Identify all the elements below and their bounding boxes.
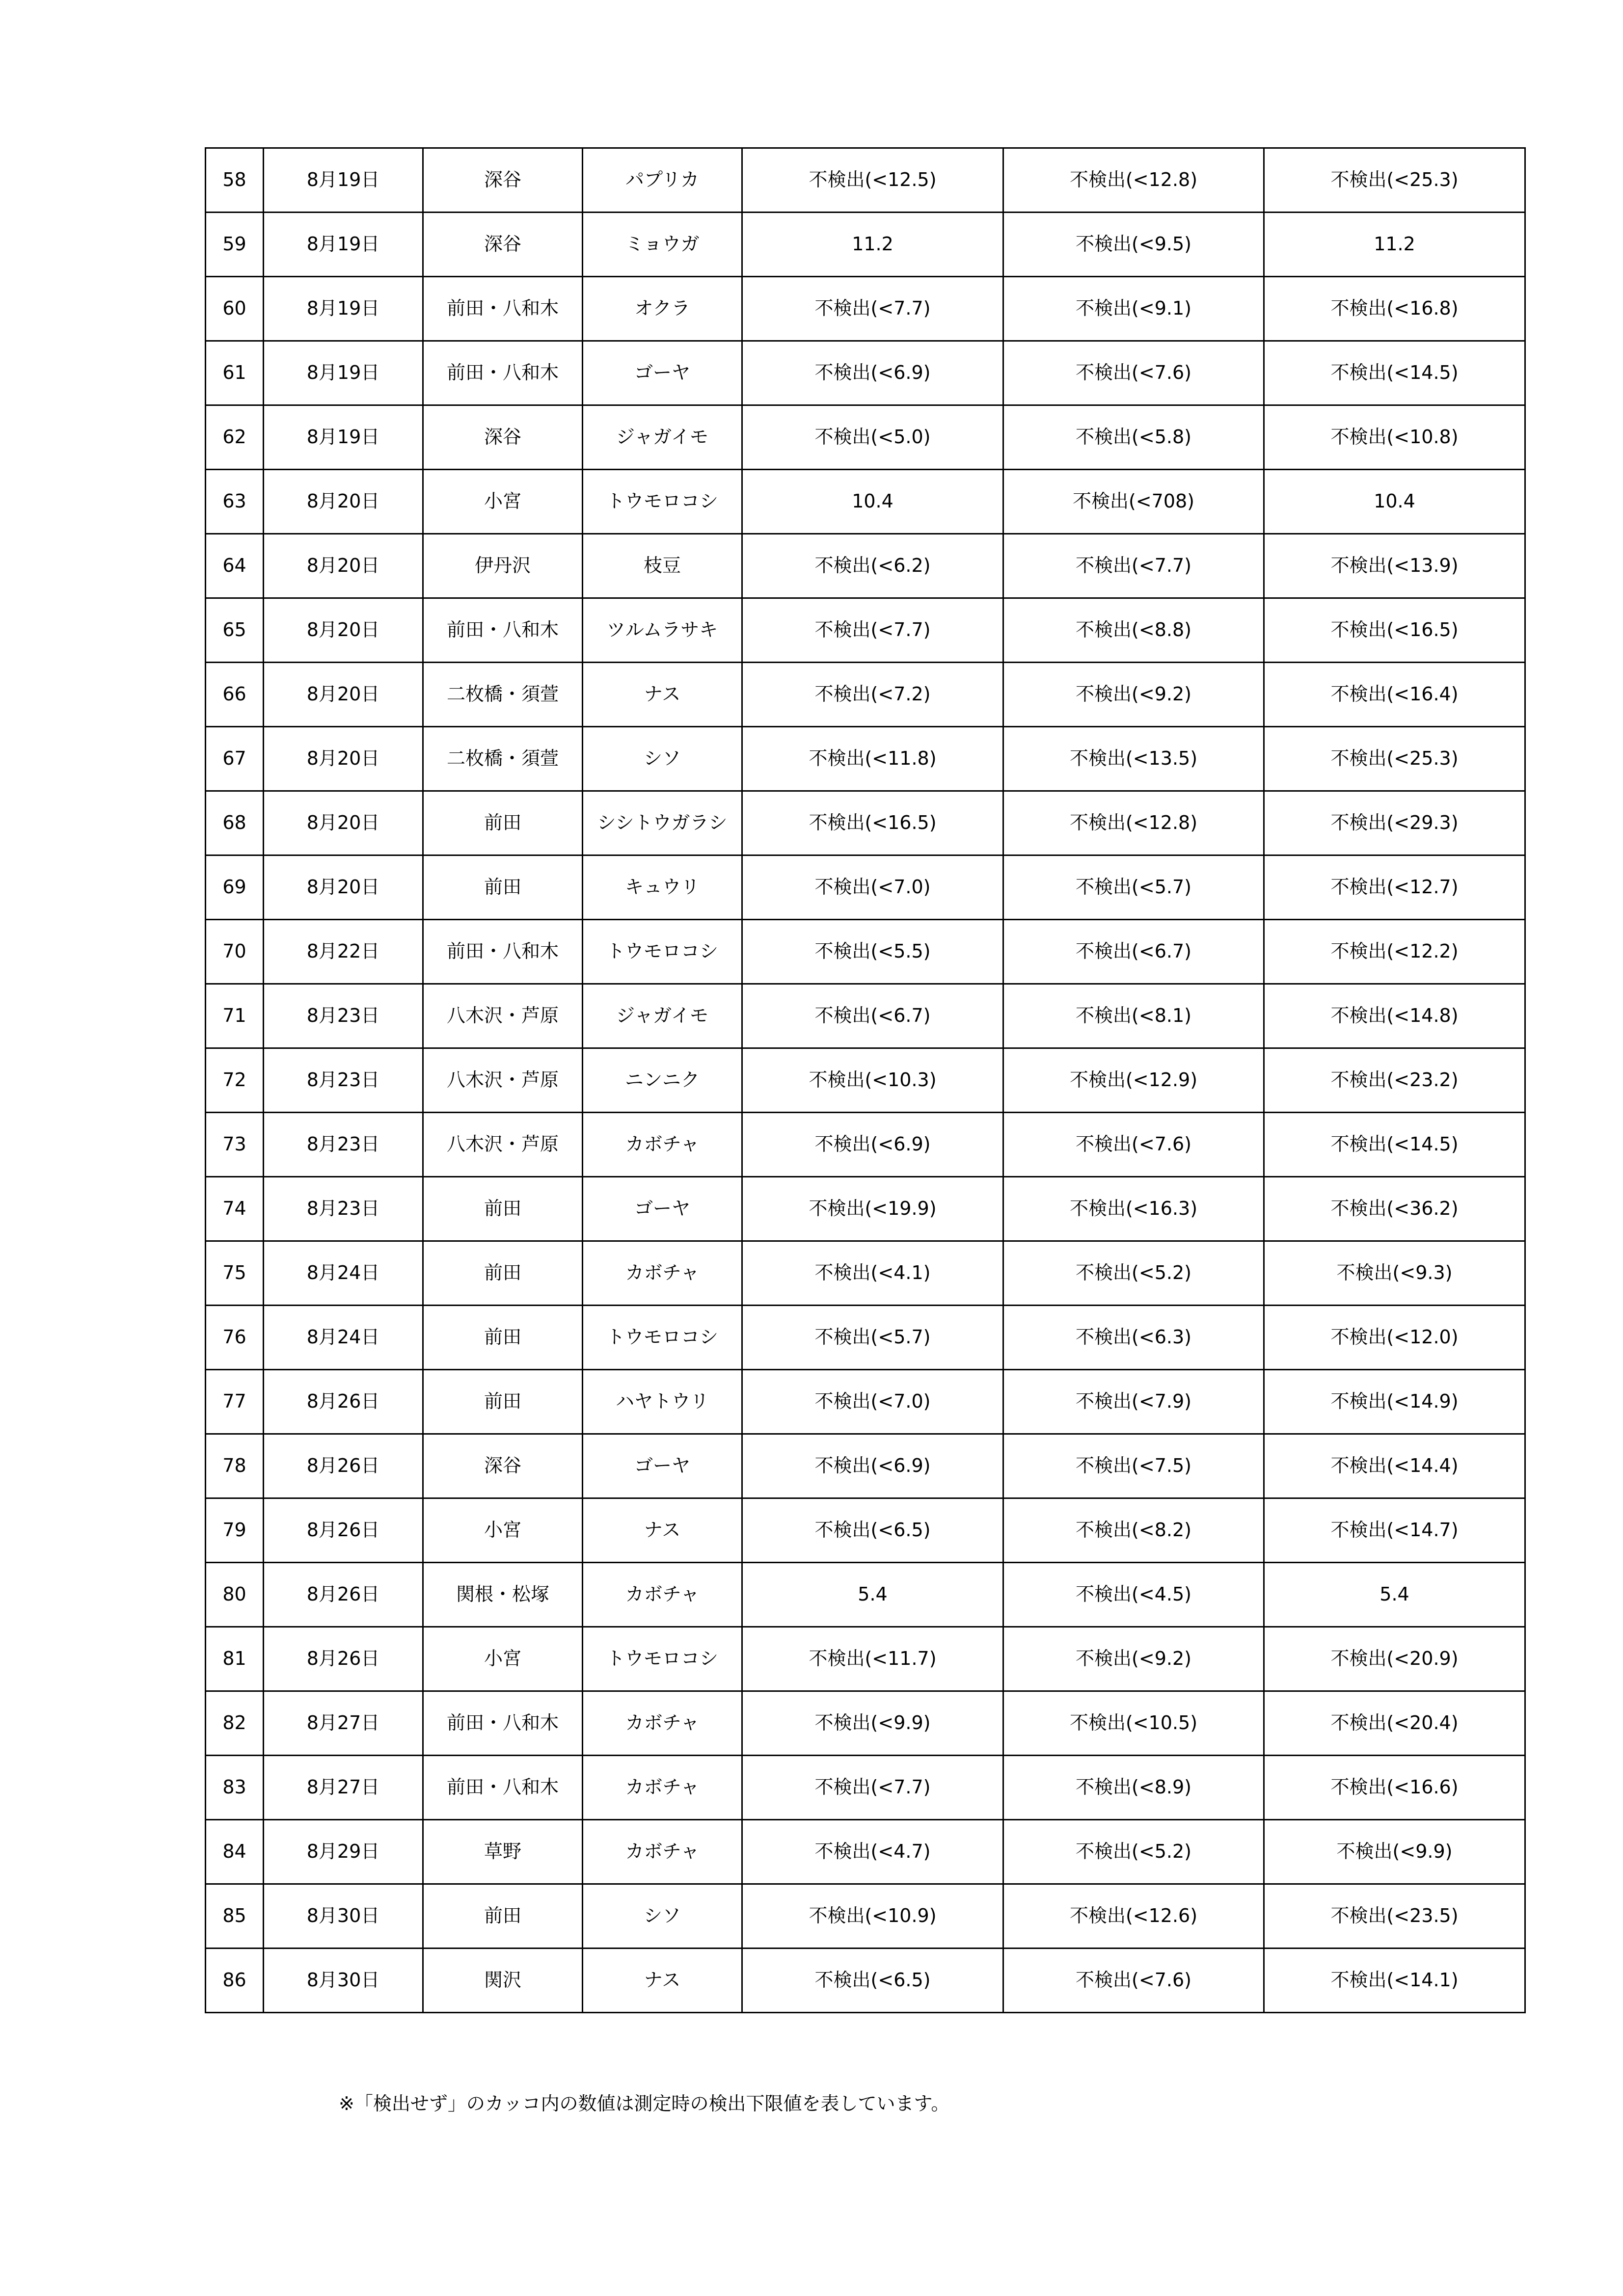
cell-date: 8月23日 [264, 1177, 423, 1241]
cell-number: 75 [206, 1241, 264, 1306]
cell-value-2: 不検出(<12.9) [1003, 1048, 1264, 1113]
cell-number: 78 [206, 1434, 264, 1498]
cell-value-3: 不検出(<12.7) [1264, 855, 1525, 920]
cell-number: 86 [206, 1949, 264, 2013]
cell-item: ゴーヤ [583, 1177, 742, 1241]
table-row [206, 277, 1525, 341]
cell-value-2: 不検出(<5.7) [1003, 855, 1264, 920]
cell-value-2: 不検出(<13.5) [1003, 727, 1264, 791]
cell-area: 深谷 [423, 1434, 583, 1498]
cell-date: 8月23日 [264, 1113, 423, 1177]
cell-number: 71 [206, 984, 264, 1048]
cell-area: 前田・八和木 [423, 598, 583, 663]
cell-value-2: 不検出(<7.6) [1003, 1113, 1264, 1177]
cell-value-3: 不検出(<20.4) [1264, 1691, 1525, 1756]
cell-number: 62 [206, 405, 264, 470]
cell-item: ハヤトウリ [583, 1370, 742, 1434]
cell-value-1: 不検出(<7.2) [742, 663, 1003, 727]
cell-date: 8月19日 [264, 277, 423, 341]
cell-value-3: 不検出(<36.2) [1264, 1177, 1525, 1241]
cell-area: 伊丹沢 [423, 534, 583, 598]
cell-date: 8月20日 [264, 727, 423, 791]
cell-date: 8月22日 [264, 920, 423, 984]
cell-value-3: 不検出(<14.4) [1264, 1434, 1525, 1498]
table-row [206, 1884, 1525, 1949]
cell-area: 関根・松塚 [423, 1563, 583, 1627]
cell-area: 前田・八和木 [423, 1691, 583, 1756]
cell-value-2: 不検出(<9.2) [1003, 1627, 1264, 1691]
cell-value-2: 不検出(<7.6) [1003, 341, 1264, 405]
table-row [206, 855, 1525, 920]
cell-item: カボチャ [583, 1820, 742, 1884]
cell-item: トウモロコシ [583, 1627, 742, 1691]
cell-date: 8月23日 [264, 984, 423, 1048]
cell-item: トウモロコシ [583, 470, 742, 534]
cell-value-2: 不検出(<7.5) [1003, 1434, 1264, 1498]
cell-date: 8月19日 [264, 405, 423, 470]
cell-value-2: 不検出(<12.8) [1003, 148, 1264, 213]
table-row [206, 1370, 1525, 1434]
cell-area: 小宮 [423, 1498, 583, 1563]
cell-area: 八木沢・芦原 [423, 1113, 583, 1177]
cell-area: 前田・八和木 [423, 920, 583, 984]
cell-value-3: 5.4 [1264, 1563, 1525, 1627]
table-row [206, 663, 1525, 727]
cell-number: 59 [206, 213, 264, 277]
cell-item: ゴーヤ [583, 341, 742, 405]
cell-value-2: 不検出(<8.1) [1003, 984, 1264, 1048]
cell-area: 八木沢・芦原 [423, 1048, 583, 1113]
cell-value-3: 11.2 [1264, 213, 1525, 277]
cell-area: 深谷 [423, 148, 583, 213]
cell-number: 72 [206, 1048, 264, 1113]
cell-value-1: 不検出(<12.5) [742, 148, 1003, 213]
cell-area: 前田・八和木 [423, 277, 583, 341]
cell-value-2: 不検出(<5.2) [1003, 1820, 1264, 1884]
cell-date: 8月19日 [264, 213, 423, 277]
cell-value-2: 不検出(<16.3) [1003, 1177, 1264, 1241]
cell-value-1: 不検出(<6.5) [742, 1949, 1003, 2013]
cell-value-2: 不検出(<9.1) [1003, 277, 1264, 341]
table-row [206, 470, 1525, 534]
cell-area: 前田 [423, 1177, 583, 1241]
cell-value-1: 不検出(<19.9) [742, 1177, 1003, 1241]
cell-area: 前田 [423, 1241, 583, 1306]
cell-area: 前田・八和木 [423, 341, 583, 405]
cell-value-1: 10.4 [742, 470, 1003, 534]
cell-value-3: 不検出(<25.3) [1264, 727, 1525, 791]
cell-number: 73 [206, 1113, 264, 1177]
cell-date: 8月26日 [264, 1434, 423, 1498]
cell-number: 58 [206, 148, 264, 213]
cell-value-3: 不検出(<13.9) [1264, 534, 1525, 598]
cell-value-3: 不検出(<14.8) [1264, 984, 1525, 1048]
cell-item: カボチャ [583, 1691, 742, 1756]
table-row [206, 1177, 1525, 1241]
cell-date: 8月20日 [264, 534, 423, 598]
cell-value-2: 不検出(<5.2) [1003, 1241, 1264, 1306]
cell-date: 8月26日 [264, 1627, 423, 1691]
cell-value-2: 不検出(<8.8) [1003, 598, 1264, 663]
cell-number: 76 [206, 1306, 264, 1370]
cell-number: 68 [206, 791, 264, 855]
cell-area: 二枚橋・須萱 [423, 727, 583, 791]
cell-number: 61 [206, 341, 264, 405]
cell-item: トウモロコシ [583, 1306, 742, 1370]
table-row [206, 1949, 1525, 2013]
cell-value-3: 不検出(<23.2) [1264, 1048, 1525, 1113]
table-row [206, 727, 1525, 791]
cell-value-1: 不検出(<6.9) [742, 1434, 1003, 1498]
cell-number: 79 [206, 1498, 264, 1563]
cell-number: 60 [206, 277, 264, 341]
cell-item: ミョウガ [583, 213, 742, 277]
cell-value-2: 不検出(<708) [1003, 470, 1264, 534]
table-row [206, 341, 1525, 405]
cell-value-3: 不検出(<14.5) [1264, 1113, 1525, 1177]
cell-number: 77 [206, 1370, 264, 1434]
cell-date: 8月19日 [264, 341, 423, 405]
cell-value-1: 不検出(<11.8) [742, 727, 1003, 791]
table-row [206, 1498, 1525, 1563]
cell-date: 8月27日 [264, 1756, 423, 1820]
cell-value-1: 不検出(<7.0) [742, 1370, 1003, 1434]
cell-item: キュウリ [583, 855, 742, 920]
cell-number: 80 [206, 1563, 264, 1627]
cell-date: 8月26日 [264, 1498, 423, 1563]
cell-value-3: 不検出(<9.9) [1264, 1820, 1525, 1884]
cell-number: 70 [206, 920, 264, 984]
cell-area: 草野 [423, 1820, 583, 1884]
cell-number: 65 [206, 598, 264, 663]
cell-date: 8月26日 [264, 1563, 423, 1627]
table-row [206, 1048, 1525, 1113]
cell-value-3: 不検出(<14.7) [1264, 1498, 1525, 1563]
cell-value-3: 不検出(<20.9) [1264, 1627, 1525, 1691]
cell-value-1: 不検出(<6.9) [742, 1113, 1003, 1177]
cell-value-3: 不検出(<14.9) [1264, 1370, 1525, 1434]
cell-value-1: 不検出(<6.7) [742, 984, 1003, 1048]
cell-value-2: 不検出(<5.8) [1003, 405, 1264, 470]
cell-area: 関沢 [423, 1949, 583, 2013]
cell-number: 67 [206, 727, 264, 791]
table-row [206, 1241, 1525, 1306]
cell-item: 枝豆 [583, 534, 742, 598]
cell-value-2: 不検出(<9.2) [1003, 663, 1264, 727]
cell-area: 八木沢・芦原 [423, 984, 583, 1048]
table-row [206, 1756, 1525, 1820]
cell-number: 66 [206, 663, 264, 727]
table-row [206, 598, 1525, 663]
cell-value-3: 不検出(<10.8) [1264, 405, 1525, 470]
cell-date: 8月24日 [264, 1306, 423, 1370]
cell-value-2: 不検出(<10.5) [1003, 1691, 1264, 1756]
cell-value-3: 不検出(<14.5) [1264, 341, 1525, 405]
table-row [206, 213, 1525, 277]
cell-value-3: 不検出(<16.4) [1264, 663, 1525, 727]
cell-item: カボチャ [583, 1563, 742, 1627]
cell-number: 85 [206, 1884, 264, 1949]
cell-area: 深谷 [423, 213, 583, 277]
cell-item: ナス [583, 1498, 742, 1563]
table-row [206, 148, 1525, 213]
cell-value-1: 不検出(<6.9) [742, 341, 1003, 405]
cell-value-3: 不検出(<12.0) [1264, 1306, 1525, 1370]
cell-number: 81 [206, 1627, 264, 1691]
table-row [206, 1691, 1525, 1756]
cell-area: 前田 [423, 1306, 583, 1370]
cell-date: 8月26日 [264, 1370, 423, 1434]
cell-value-1: 不検出(<4.7) [742, 1820, 1003, 1884]
table-row [206, 1563, 1525, 1627]
cell-item: ナス [583, 663, 742, 727]
cell-value-2: 不検出(<4.5) [1003, 1563, 1264, 1627]
cell-value-2: 不検出(<7.9) [1003, 1370, 1264, 1434]
cell-value-1: 不検出(<11.7) [742, 1627, 1003, 1691]
cell-area: 小宮 [423, 1627, 583, 1691]
cell-value-1: 不検出(<16.5) [742, 791, 1003, 855]
cell-date: 8月24日 [264, 1241, 423, 1306]
table-row [206, 984, 1525, 1048]
cell-area: 前田 [423, 1370, 583, 1434]
cell-number: 63 [206, 470, 264, 534]
cell-date: 8月20日 [264, 791, 423, 855]
cell-value-1: 不検出(<4.1) [742, 1241, 1003, 1306]
cell-value-1: 不検出(<5.5) [742, 920, 1003, 984]
cell-value-2: 不検出(<12.6) [1003, 1884, 1264, 1949]
cell-item: ジャガイモ [583, 984, 742, 1048]
table-row [206, 1627, 1525, 1691]
cell-item: ツルムラサキ [583, 598, 742, 663]
cell-item: ジャガイモ [583, 405, 742, 470]
cell-area: 前田 [423, 855, 583, 920]
cell-value-1: 不検出(<7.7) [742, 277, 1003, 341]
cell-date: 8月30日 [264, 1949, 423, 2013]
cell-area: 二枚橋・須萱 [423, 663, 583, 727]
cell-area: 小宮 [423, 470, 583, 534]
cell-item: カボチャ [583, 1756, 742, 1820]
cell-date: 8月30日 [264, 1884, 423, 1949]
cell-value-1: 不検出(<6.2) [742, 534, 1003, 598]
cell-value-3: 不検出(<9.3) [1264, 1241, 1525, 1306]
cell-value-2: 不検出(<12.8) [1003, 791, 1264, 855]
cell-item: シソ [583, 1884, 742, 1949]
cell-item: オクラ [583, 277, 742, 341]
cell-value-1: 不検出(<7.7) [742, 598, 1003, 663]
cell-value-1: 不検出(<6.5) [742, 1498, 1003, 1563]
cell-value-3: 不検出(<25.3) [1264, 148, 1525, 213]
table-row [206, 1820, 1525, 1884]
cell-item: ゴーヤ [583, 1434, 742, 1498]
cell-item: シソ [583, 727, 742, 791]
cell-item: パプリカ [583, 148, 742, 213]
cell-item: シシトウガラシ [583, 791, 742, 855]
cell-date: 8月20日 [264, 598, 423, 663]
cell-value-2: 不検出(<7.6) [1003, 1949, 1264, 2013]
results-table-body [206, 148, 1525, 2013]
cell-value-3: 不検出(<16.6) [1264, 1756, 1525, 1820]
cell-number: 82 [206, 1691, 264, 1756]
cell-value-1: 不検出(<7.0) [742, 855, 1003, 920]
cell-value-2: 不検出(<6.7) [1003, 920, 1264, 984]
cell-value-3: 不検出(<16.8) [1264, 277, 1525, 341]
cell-area: 前田 [423, 1884, 583, 1949]
cell-item: トウモロコシ [583, 920, 742, 984]
cell-number: 64 [206, 534, 264, 598]
cell-date: 8月20日 [264, 470, 423, 534]
cell-value-3: 不検出(<14.1) [1264, 1949, 1525, 2013]
table-row [206, 920, 1525, 984]
cell-item: ニンニク [583, 1048, 742, 1113]
cell-value-1: 不検出(<9.9) [742, 1691, 1003, 1756]
cell-value-1: 不検出(<10.3) [742, 1048, 1003, 1113]
cell-date: 8月19日 [264, 148, 423, 213]
cell-value-2: 不検出(<6.3) [1003, 1306, 1264, 1370]
cell-area: 前田 [423, 791, 583, 855]
cell-area: 前田・八和木 [423, 1756, 583, 1820]
table-row [206, 534, 1525, 598]
cell-date: 8月20日 [264, 663, 423, 727]
cell-value-3: 不検出(<29.3) [1264, 791, 1525, 855]
cell-area: 深谷 [423, 405, 583, 470]
cell-number: 69 [206, 855, 264, 920]
cell-value-3: 不検出(<23.5) [1264, 1884, 1525, 1949]
cell-date: 8月29日 [264, 1820, 423, 1884]
cell-date: 8月23日 [264, 1048, 423, 1113]
table-row [206, 791, 1525, 855]
cell-item: カボチャ [583, 1241, 742, 1306]
cell-value-1: 不検出(<5.7) [742, 1306, 1003, 1370]
cell-value-3: 不検出(<12.2) [1264, 920, 1525, 984]
cell-date: 8月20日 [264, 855, 423, 920]
table-row [206, 1113, 1525, 1177]
cell-number: 84 [206, 1820, 264, 1884]
cell-value-2: 不検出(<7.7) [1003, 534, 1264, 598]
cell-value-3: 不検出(<16.5) [1264, 598, 1525, 663]
cell-value-1: 11.2 [742, 213, 1003, 277]
cell-date: 8月27日 [264, 1691, 423, 1756]
cell-value-2: 不検出(<8.2) [1003, 1498, 1264, 1563]
cell-value-2: 不検出(<8.9) [1003, 1756, 1264, 1820]
table-row [206, 1306, 1525, 1370]
cell-value-1: 不検出(<5.0) [742, 405, 1003, 470]
cell-value-3: 10.4 [1264, 470, 1525, 534]
table-row [206, 405, 1525, 470]
table-row [206, 1434, 1525, 1498]
cell-number: 83 [206, 1756, 264, 1820]
cell-number: 74 [206, 1177, 264, 1241]
cell-value-1: 5.4 [742, 1563, 1003, 1627]
cell-value-1: 不検出(<7.7) [742, 1756, 1003, 1820]
results-table [205, 147, 1526, 2013]
footnote: ※「検出せず」のカッコ内の数値は測定時の検出下限値を表しています。 [339, 2093, 950, 2114]
cell-item: カボチャ [583, 1113, 742, 1177]
cell-item: ナス [583, 1949, 742, 2013]
cell-value-1: 不検出(<10.9) [742, 1884, 1003, 1949]
cell-value-2: 不検出(<9.5) [1003, 213, 1264, 277]
